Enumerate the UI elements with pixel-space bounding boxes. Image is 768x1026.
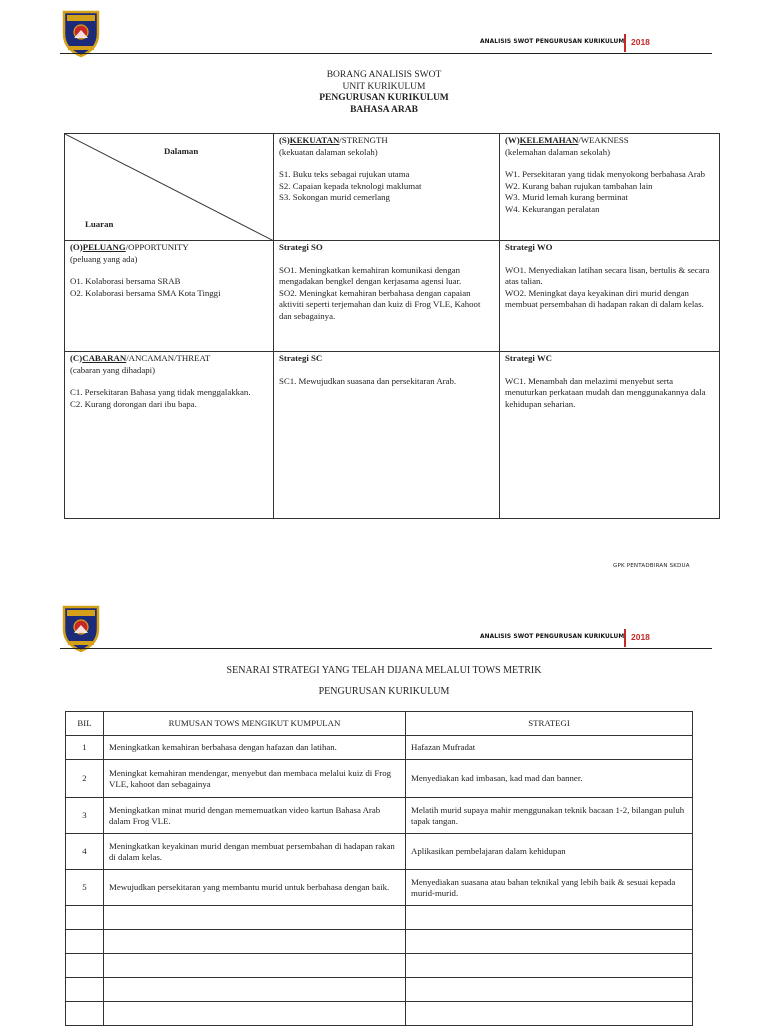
- header-year: 2018: [631, 37, 650, 47]
- matrix-corner: [65, 134, 274, 241]
- strength-item: S1. Buku teks sebagai rujukan utama: [279, 169, 410, 180]
- corner-luaran: Luaran: [85, 219, 114, 229]
- threat-cell: [65, 352, 274, 519]
- strategy-so-item: SO2. Meningkat kemahiran berbahasa dengan capaian aktiviti seperti terjemahan dan kuiz di Frog VLE, Kahoot dan sebagainya.: [279, 287, 481, 321]
- header-title: ANALISIS SWOT PENGURUSAN KURIKULUM: [480, 37, 625, 45]
- row-rumusan: Meningkat kemahiran mendengar, menyebut dan membaca melalui kuiz di Frog VLE, kahoot dan sebagainya: [104, 760, 406, 798]
- strength-english: /STRENGTH: [339, 135, 388, 145]
- strategy-wc-cell: [500, 352, 720, 519]
- opportunity-cell: [65, 241, 274, 352]
- corner-dalaman: Dalaman: [164, 146, 199, 156]
- row-bil: 2: [66, 760, 104, 798]
- threat-item: C1. Persekitaran Bahasa yang tidak menggalakkan.: [70, 387, 251, 398]
- header-rule: [60, 648, 712, 649]
- row-rumusan: Mewujudkan persekitaran yang membantu murid untuk berbahasa dengan baik.: [104, 870, 406, 906]
- form-titles: [0, 70, 768, 116]
- opportunity-label: PELUANG: [82, 242, 126, 252]
- weakness-label: KELEMAHAN: [519, 135, 579, 145]
- row-strategi: Aplikasikan pembelajaran dalam kehidupan: [406, 834, 693, 870]
- swot-matrix: [64, 133, 720, 519]
- threat-note: (cabaran yang dihadapi): [70, 364, 155, 375]
- row-rumusan: Meningkatkan keyakinan murid dengan membuat persembahan di hadapan rakan di dalam kelas.: [104, 834, 406, 870]
- table-row: [66, 798, 693, 834]
- table-row: [66, 870, 693, 906]
- weakness-item: W4. Kekurangan peralatan: [505, 203, 600, 214]
- threat-english: /ANCAMAN/THREAT: [126, 353, 211, 363]
- header-year: 2018: [631, 632, 650, 642]
- table-row: [66, 736, 693, 760]
- form-title: BORANG ANALISIS SWOT: [326, 70, 442, 80]
- row-rumusan: Meningkatkan kemahiran berbahasa dengan hafazan dan latihan.: [104, 736, 406, 760]
- opportunity-item: O1. Kolaborasi bersama SRAB: [70, 276, 181, 287]
- column-header-strategi: STRATEGI: [406, 712, 693, 736]
- header-rule: [60, 53, 712, 54]
- section-title: PENGURUSAN KURIKULUM: [319, 93, 449, 103]
- threat-code: (C): [70, 353, 83, 363]
- strength-item: S3. Sokongan murid cemerlang: [279, 192, 390, 203]
- list-title: SENARAI STRATEGI YANG TELAH DIJANA MELALUI TOWS METRIK: [226, 665, 542, 676]
- school-logo-icon: [60, 603, 102, 653]
- school-logo-icon: [60, 8, 102, 58]
- page-footer: GPK PENTADBIRAN SKDUA: [613, 563, 690, 569]
- table-row: [66, 760, 693, 798]
- weakness-item: W2. Kurang bahan rujukan tambahan lain: [505, 180, 653, 191]
- strategy-wo-title: Strategi WO: [505, 242, 553, 252]
- row-strategi: Menyediakan suasana atau bahan teknikal yang lebih baik & sesuai kepada murid-murid.: [406, 870, 693, 906]
- empty-row: [66, 906, 693, 930]
- strategy-wc-title: Strategi WC: [505, 353, 552, 363]
- row-strategi: Menyediakan kad imbasan, kad mad dan banner.: [406, 760, 693, 798]
- opportunity-item: O2. Kolaborasi bersama SMA Kota Tinggi: [70, 287, 221, 298]
- header-divider: [624, 34, 626, 52]
- threat-label: CABARAN: [82, 353, 127, 363]
- weakness-note: (kelemahan dalaman sekolah): [505, 146, 611, 157]
- weakness-item: W3. Murid lemah kurang berminat: [505, 192, 628, 203]
- strategy-so-cell: [274, 241, 500, 352]
- strategy-sc-cell: [274, 352, 500, 519]
- empty-row: [66, 954, 693, 978]
- header-title: ANALISIS SWOT PENGURUSAN KURIKULUM: [480, 632, 625, 640]
- weakness-item: W1. Persekitaran yang tidak menyokong berbahasa Arab: [505, 169, 706, 180]
- empty-row: [66, 1002, 693, 1026]
- tows-table: [65, 711, 693, 1026]
- weakness-english: /WEAKNESS: [578, 135, 629, 145]
- column-header-bil: BIL: [66, 712, 104, 736]
- row-bil: 5: [66, 870, 104, 906]
- strategy-sc-item: SC1. Mewujudkan suasana dan persekitaran Arab.: [279, 375, 457, 386]
- strategy-sc-title: Strategi SC: [279, 353, 323, 363]
- row-strategi: Hafazan Mufradat: [406, 736, 693, 760]
- threat-item: C2. Kurang dorongan dari ibu bapa.: [70, 398, 197, 409]
- row-bil: 3: [66, 798, 104, 834]
- strength-label: KEKUATAN: [289, 135, 340, 145]
- strategy-so-item: SO1. Meningkatkan kemahiran komunikasi dengan mengadakan bengkel dengan kerjasama agensi luar.: [279, 264, 462, 287]
- weakness-code: (W): [505, 135, 520, 145]
- strength-cell: [274, 134, 500, 241]
- row-rumusan: Meningkatkan minat murid dengan mememuatkan video kartun Bahasa Arab dalam Frog VLE.: [104, 798, 406, 834]
- table-row: [66, 834, 693, 870]
- strength-note: (kekuatan dalaman sekolah): [279, 146, 378, 157]
- weakness-cell: [500, 134, 720, 241]
- opportunity-english: /OPPORTUNITY: [125, 242, 189, 252]
- row-bil: 1: [66, 736, 104, 760]
- strategy-wo-cell: [500, 241, 720, 352]
- opportunity-code: (O): [70, 242, 83, 252]
- strength-code: (S): [279, 135, 290, 145]
- strategy-wo-item: WO1. Menyediakan latihan secara lisan, bertulis & secara atas talian.: [505, 264, 710, 287]
- strategy-wo-item: WO2. Meningkat daya keyakinan diri murid dengan membuat persembahan di hadapan rakan di dalam kelas.: [505, 287, 704, 310]
- unit-title: UNIT KURIKULUM: [342, 81, 426, 92]
- strength-item: S2. Capaian kepada teknologi maklumat: [279, 180, 422, 191]
- list-subtitle: PENGURUSAN KURIKULUM: [318, 686, 450, 697]
- empty-row: [66, 978, 693, 1002]
- subject-title: BAHASA ARAB: [350, 104, 418, 115]
- row-bil: 4: [66, 834, 104, 870]
- row-strategi: Melatih murid supaya mahir menggunakan teknik bacaan 1-2, bilangan puluh tapak tangan.: [406, 798, 693, 834]
- header-divider: [624, 629, 626, 647]
- column-header-rumusan: RUMUSAN TOWS MENGIKUT KUMPULAN: [104, 712, 406, 736]
- strategy-wc-item: WC1. Menambah dan melazimi menyebut serta menuturkan perkataan mudah dan menggunakannya dala kehidupan seharian.: [505, 375, 706, 409]
- strategy-so-title: Strategi SO: [279, 242, 323, 252]
- table-header-row: [66, 712, 693, 736]
- opportunity-note: (peluang yang ada): [70, 253, 138, 264]
- empty-row: [66, 930, 693, 954]
